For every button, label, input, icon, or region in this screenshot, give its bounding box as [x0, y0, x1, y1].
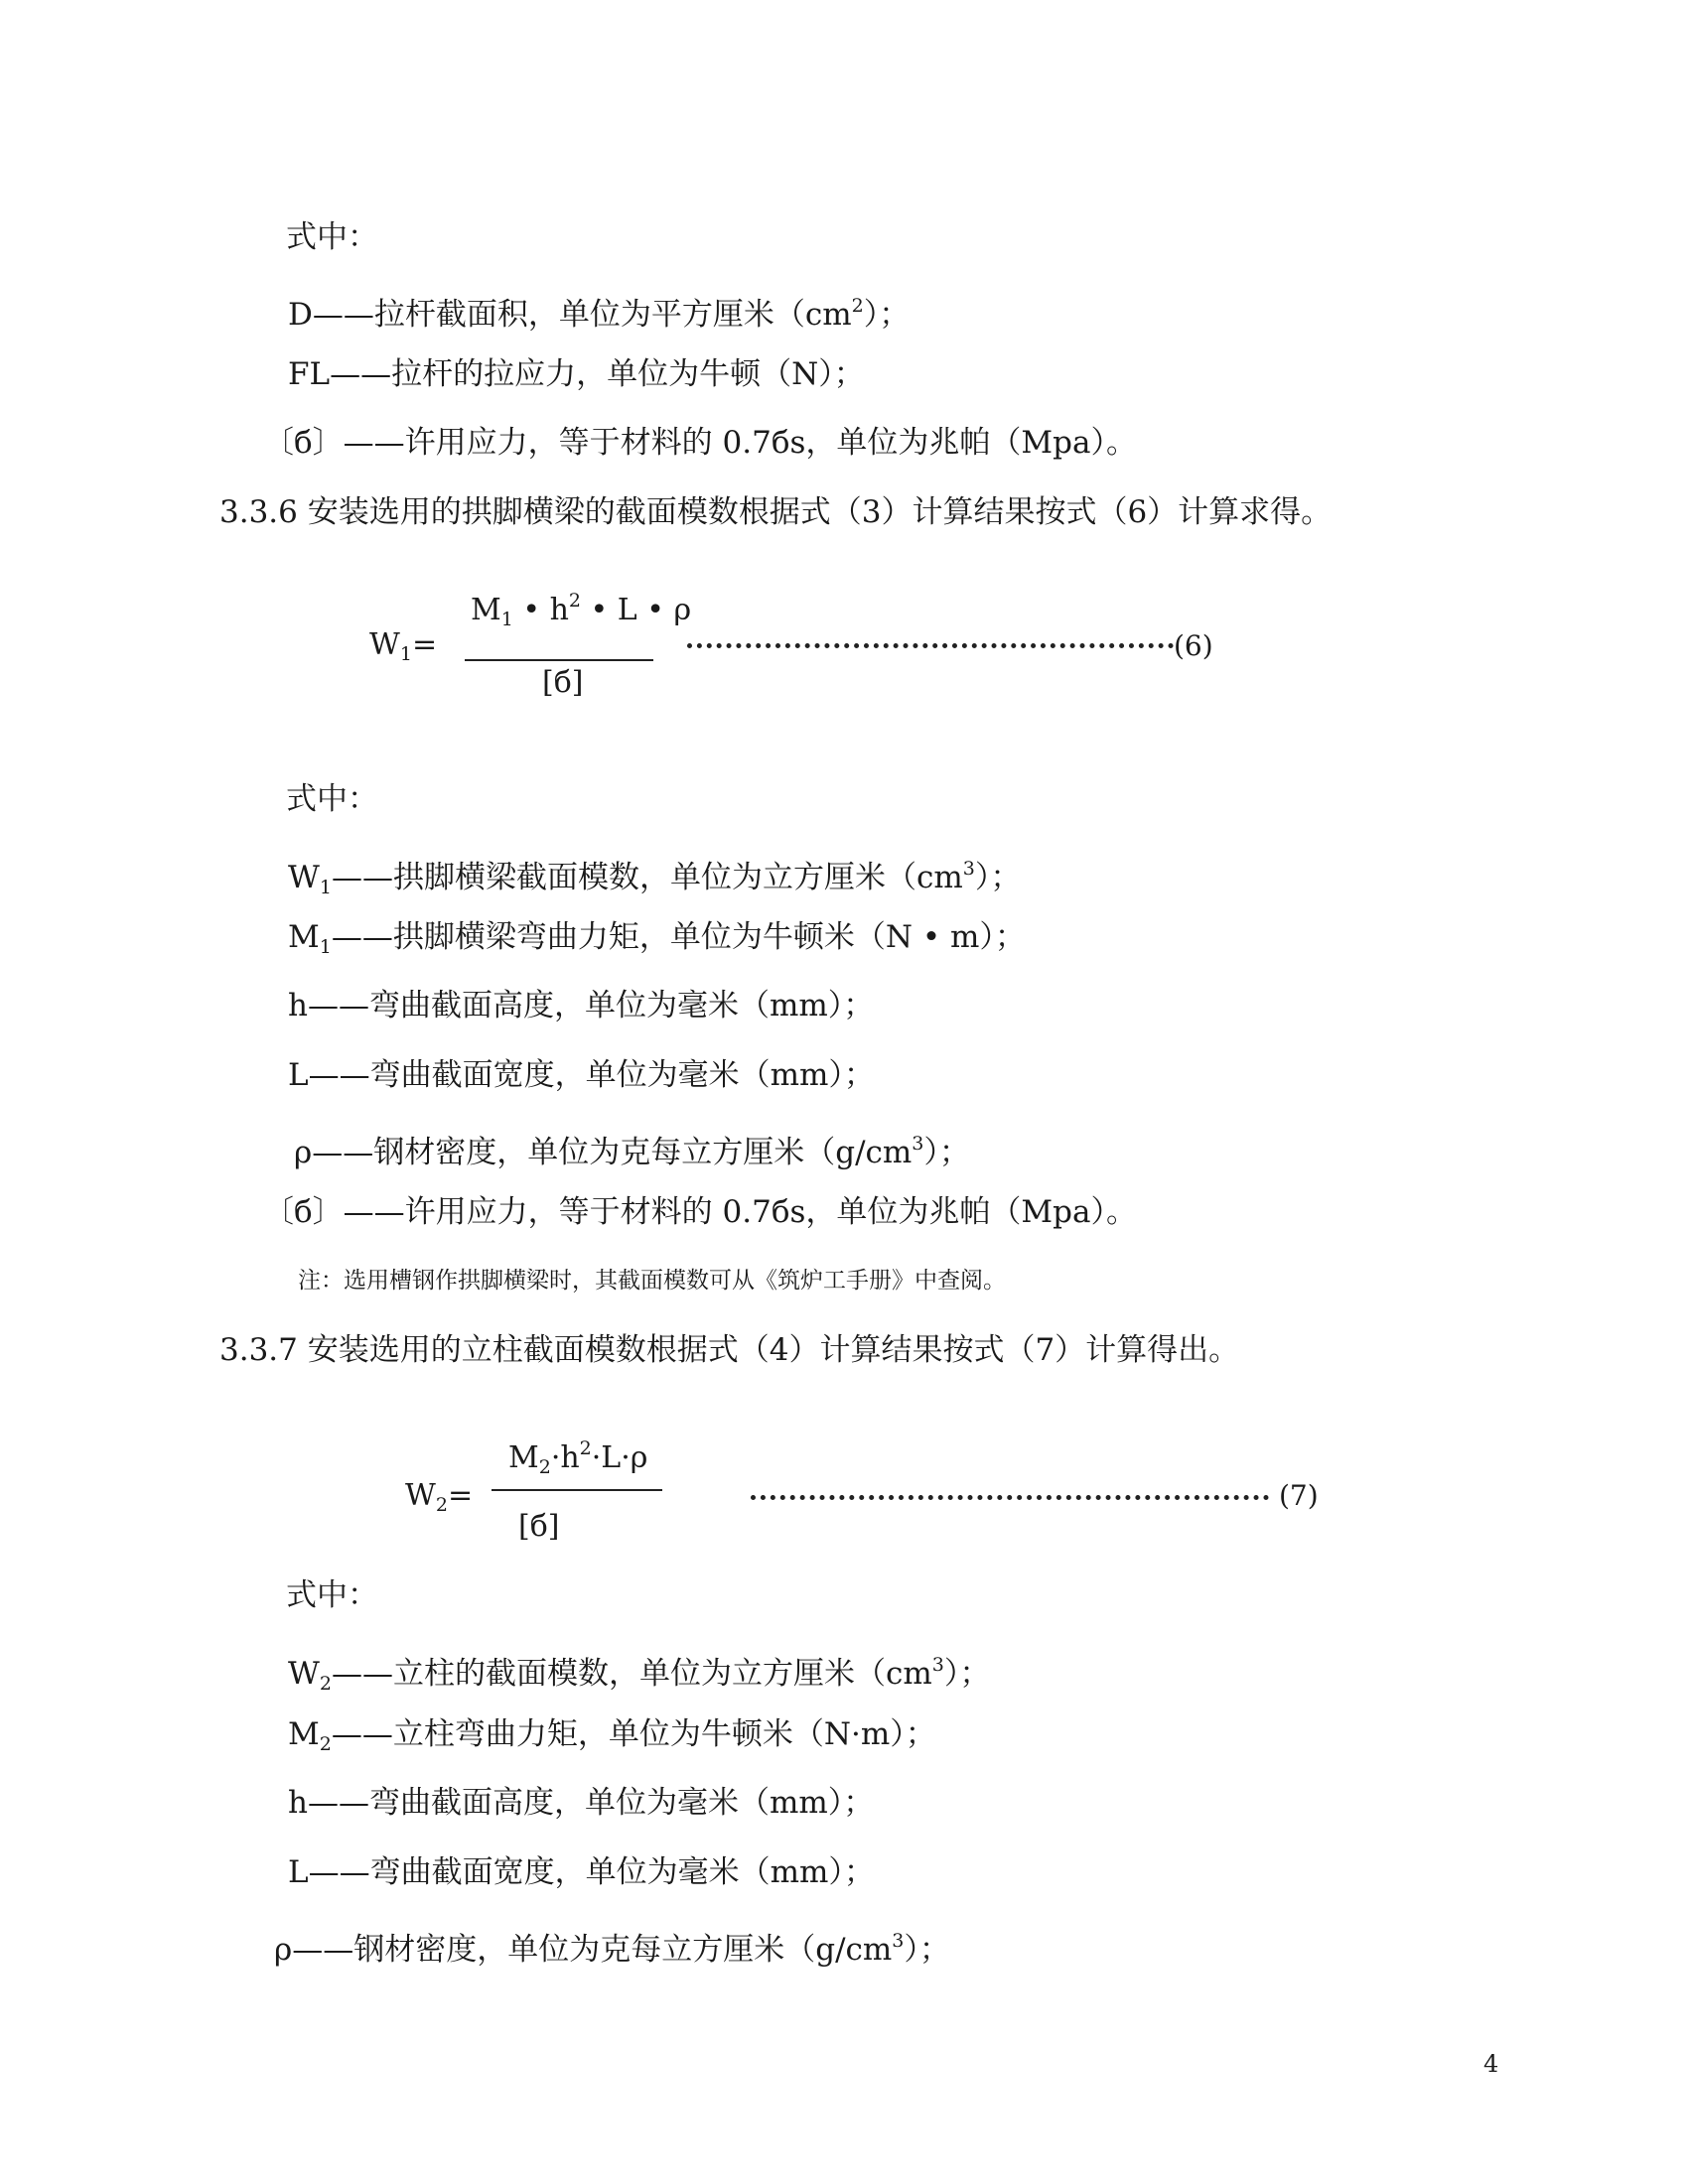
formula-6-leader-dots	[687, 643, 1174, 648]
def-w1-desc: ——拱脚横梁截面模数，单位为立方厘米（cm	[331, 860, 963, 895]
def-w2-end: ）；	[943, 1656, 991, 1692]
formula-6-num-m: M	[471, 593, 501, 627]
formula-7-num-h: ·h	[550, 1440, 580, 1475]
def-sigma-text: 〔б〕——许用应力，等于材料的 0.7бs，单位为兆帕（Mpa）。	[263, 1194, 1137, 1230]
where-label-text: 式中：	[286, 781, 378, 817]
def-w2-sub: 2	[319, 1673, 332, 1695]
def-rho-end: ）；	[923, 1135, 970, 1170]
def-m1-sub: 1	[319, 936, 332, 958]
def-m1-symbol: M	[288, 919, 320, 955]
note-text: 注：选用槽钢作拱脚横梁时，其截面模数可从《筑炉工手册》中查阅。	[298, 1268, 1006, 1294]
formula-6-num-h-sup: 2	[568, 590, 581, 612]
def-h-text: h——弯曲截面高度，单位为毫米（mm）；	[288, 988, 875, 1024]
formula-6-lhs-w: W	[369, 627, 400, 662]
def-l-336	[288, 1055, 875, 1095]
where-label-text: 式中：	[286, 219, 378, 255]
def-fl	[288, 354, 865, 394]
formula-6-num-m-sub: 1	[500, 609, 513, 630]
def-allowable-stress-336	[263, 1192, 1137, 1232]
def-fl-symbol: FL	[288, 356, 331, 392]
def-m2-symbol: M	[288, 1716, 320, 1752]
def-w2-sup: 3	[931, 1654, 944, 1676]
formula-7-fraction-bar	[492, 1489, 662, 1491]
section-337-heading-text: 3.3.7 安装选用的立柱截面模数根据式（4）计算结果按式（7）计算得出。	[219, 1332, 1240, 1368]
formula-6-tag-text: (6)	[1174, 629, 1213, 662]
def-rho-desc: ρ——钢材密度，单位为克每立方厘米（g/cm	[274, 1932, 893, 1968]
formula-7-num-m: M	[508, 1440, 539, 1475]
formula-6-denominator	[542, 665, 583, 700]
def-l-337	[288, 1852, 875, 1892]
formula-7-den-text: [б]	[518, 1509, 560, 1544]
formula-7-num-m-sub: 2	[538, 1456, 551, 1478]
where-label-336	[286, 779, 378, 819]
section-336-heading	[219, 492, 1332, 532]
page-number-text: 4	[1483, 2050, 1499, 2078]
formula-6-numerator	[471, 590, 691, 630]
formula-7-lhs	[405, 1478, 473, 1516]
def-w1	[288, 849, 1021, 907]
def-rho-sup: 3	[912, 1133, 924, 1155]
formula-7-num-h-sup: 2	[579, 1437, 592, 1459]
formula-6-lhs	[369, 627, 437, 665]
def-m1-desc: ——拱脚横梁弯曲力矩，单位为牛顿米（N • m）；	[331, 919, 1026, 955]
def-rho-desc: ρ——钢材密度，单位为克每立方厘米（g/cm	[294, 1135, 913, 1170]
def-rho-336	[294, 1124, 970, 1172]
formula-7-numerator	[508, 1437, 647, 1478]
def-h-336	[288, 986, 874, 1025]
def-sigma-text: 〔б〕——许用应力，等于材料的 0.7бs，单位为兆帕（Mpa）。	[263, 425, 1137, 461]
formula-7-lhs-w: W	[405, 1478, 436, 1513]
page-number	[1483, 2050, 1498, 2078]
formula-6-num-rest: • L • ρ	[581, 593, 692, 627]
def-w1-end: ）；	[974, 860, 1022, 895]
def-w1-sub: 1	[319, 877, 332, 898]
formula-6-lhs-sub: 1	[399, 643, 412, 665]
def-d-symbol: D	[288, 297, 313, 333]
formula-7-denominator	[518, 1509, 559, 1544]
def-w1-symbol: W	[288, 860, 320, 895]
where-label-337	[286, 1575, 378, 1615]
where-label-335	[286, 217, 378, 257]
def-w2	[288, 1645, 990, 1704]
section-337-heading	[219, 1330, 1239, 1370]
formula-7-equals: =	[447, 1478, 474, 1513]
formula-6-num-h: • h	[512, 593, 569, 627]
where-label-text: 式中：	[286, 1577, 378, 1613]
def-d-desc: ——拉杆截面积，单位为平方厘米（cm	[312, 297, 852, 333]
def-m2-desc: ——立柱弯曲力矩，单位为牛顿米（N·m）；	[331, 1716, 936, 1752]
def-m1	[288, 917, 1026, 967]
def-l-text: L——弯曲截面宽度，单位为毫米（mm）；	[288, 1057, 875, 1093]
def-d-end: ）；	[863, 297, 911, 333]
formula-6-fraction-bar	[465, 659, 653, 661]
def-h-337	[288, 1783, 874, 1823]
def-allowable-stress-335	[263, 423, 1137, 463]
formula-7-tag-text: (7)	[1279, 1479, 1319, 1512]
def-m2-sub: 2	[319, 1733, 332, 1755]
def-m2	[288, 1714, 936, 1764]
formula-6-equals: =	[411, 627, 438, 662]
def-w1-sup: 3	[962, 858, 975, 880]
def-d-sup: 2	[851, 295, 864, 317]
formula-6-den-text: [б]	[542, 665, 584, 700]
formula-6-tag	[1174, 629, 1213, 662]
def-w2-symbol: W	[288, 1656, 320, 1692]
formula-7-leader-dots	[751, 1495, 1269, 1500]
section-336-heading-text: 3.3.6 安装选用的拱脚横梁的截面模数根据式（3）计算结果按式（6）计算求得。	[219, 494, 1333, 530]
formula-7-lhs-sub: 2	[435, 1494, 448, 1516]
def-rho-337	[274, 1921, 950, 1970]
def-h-text: h——弯曲截面高度，单位为毫米（mm）；	[288, 1785, 875, 1821]
def-l-text: L——弯曲截面宽度，单位为毫米（mm）；	[288, 1854, 875, 1890]
def-rho-end: ）；	[904, 1932, 950, 1968]
def-rho-sup: 3	[892, 1930, 905, 1952]
formula-7-num-rest: ·L·ρ	[591, 1440, 648, 1475]
def-w2-desc: ——立柱的截面模数，单位为立方厘米（cm	[331, 1656, 932, 1692]
note-336	[298, 1266, 1006, 1296]
def-fl-desc: ——拉杆的拉应力，单位为牛顿（N）；	[330, 356, 865, 392]
def-d	[288, 286, 910, 335]
formula-7-tag	[1279, 1479, 1319, 1512]
